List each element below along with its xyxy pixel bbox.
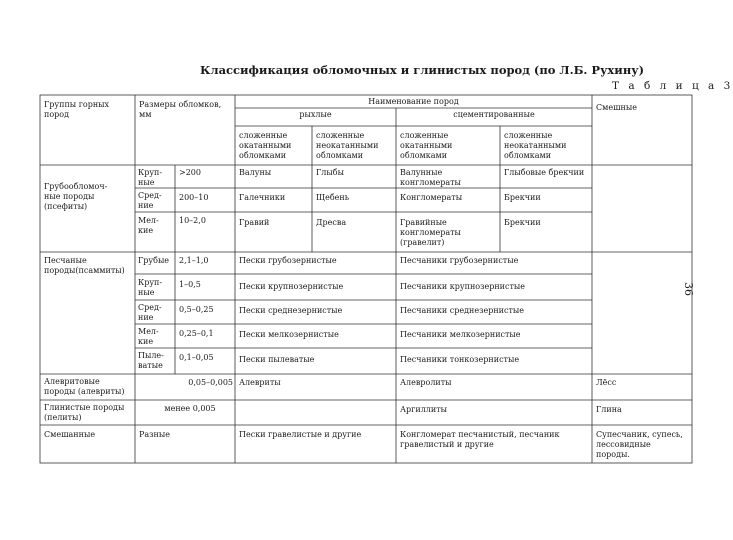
table-row: Сред- ние (138, 191, 162, 210)
table-row: Круп- ные (138, 168, 163, 187)
header-cem-angular: сложенные неокатанными обломками (504, 131, 567, 160)
header-cem-rounded: сложенные окатанными обломками (400, 131, 453, 160)
header-mixed: Смешные (596, 103, 637, 112)
table-row: Брекчии (504, 193, 541, 202)
table-row: Конгломерат песчанистый, песчаник гравелистый и другие (400, 430, 560, 449)
group-clay: Глинистые породы (пелиты) (44, 403, 125, 422)
table-row: Песчаники мелкозернистые (400, 330, 521, 339)
table-row: Гравийные конгломераты (гравелит) (400, 218, 461, 247)
table-row: Пески мелкозернистые (239, 330, 339, 339)
table-row: 200–10 (179, 193, 209, 202)
table-row: 0,5–0,25 (179, 305, 214, 314)
table-row: Грубые (138, 256, 170, 265)
table-row: Глыбовые брекчии (504, 168, 585, 177)
table-row: Пески гравелистые и другие (239, 430, 362, 439)
header-groups: Группы горных пород (44, 100, 110, 119)
header-name: Наименование пород (368, 97, 459, 106)
table-row: Глина (596, 405, 622, 414)
table-row: >200 (179, 168, 201, 177)
table-row: Пески крупнозернистые (239, 282, 344, 291)
header-loose: рыхлые (299, 110, 332, 119)
table-row: Сред- ние (138, 303, 162, 322)
table-row: Щебень (316, 193, 350, 202)
table-row: Пески пылеватые (239, 355, 315, 364)
table-row: Супесчаник, супесь, лессовидные породы. (596, 430, 683, 459)
table-row: Галечники (239, 193, 286, 202)
table-row: Разные (139, 430, 170, 439)
table-row: 2,1–1,0 (179, 256, 209, 265)
table-row: Гравий (239, 218, 270, 227)
table-row: Песчаники крупнозернистые (400, 282, 525, 291)
table-row: Дресва (316, 218, 347, 227)
group-coarse: Грубообломоч- ные породы (псефиты) (44, 182, 108, 211)
table-row: Глыбы (316, 168, 344, 177)
table-label: Т а б л и ц а 3 (612, 80, 733, 92)
table-row: Пыле- ватые (138, 351, 164, 370)
table-row: Мел- кие (138, 216, 159, 235)
header-cemented: сцементированные (453, 110, 535, 119)
table-row: Пески среднезернистые (239, 306, 343, 315)
table-row: Аргиллиты (400, 405, 447, 414)
table-row: 1–0,5 (179, 280, 201, 289)
table-row: Валуны (239, 168, 272, 177)
header-loose-angular: сложенные неокатанными обломками (316, 131, 379, 160)
table-row: Песчаники среднезернистые (400, 306, 525, 315)
table-row: Брекчии (504, 218, 541, 227)
table-row: Песчаники тонкозернистые (400, 355, 520, 364)
table-row: 10–2,0 (179, 216, 206, 225)
group-mixed: Смешанные (44, 430, 96, 439)
table-row: Мел- кие (138, 327, 159, 346)
table-row: 0,05–0,005 (188, 378, 233, 387)
table-row: Круп- ные (138, 278, 163, 297)
group-sandy: Песчаные породы(псаммиты) (44, 256, 125, 275)
table-row: 0,25–0,1 (179, 329, 214, 338)
header-sizes: Размеры обломков, мм (139, 100, 222, 119)
table-row: Алевролиты (400, 378, 452, 387)
table-row: 0,1–0,05 (179, 353, 214, 362)
table-row: Лёсс (596, 378, 617, 387)
table-row: Валунные конгломераты (400, 168, 461, 187)
table-row: Алевриты (239, 378, 281, 387)
document-title: Классификация обломочных и глинистых пород (по Л.Б. Рухину) (200, 63, 645, 77)
table-row: Конгломераты (400, 193, 463, 202)
group-aleurite: Алевритовые породы (алевриты) (44, 377, 125, 396)
table-row: Пески грубозернистые (239, 256, 337, 265)
table-row: менее 0,005 (164, 404, 216, 413)
page-number: 36 (682, 282, 695, 296)
table-row: Песчаники грубозернистые (400, 256, 519, 265)
header-loose-rounded: сложенные окатанными обломками (239, 131, 292, 160)
